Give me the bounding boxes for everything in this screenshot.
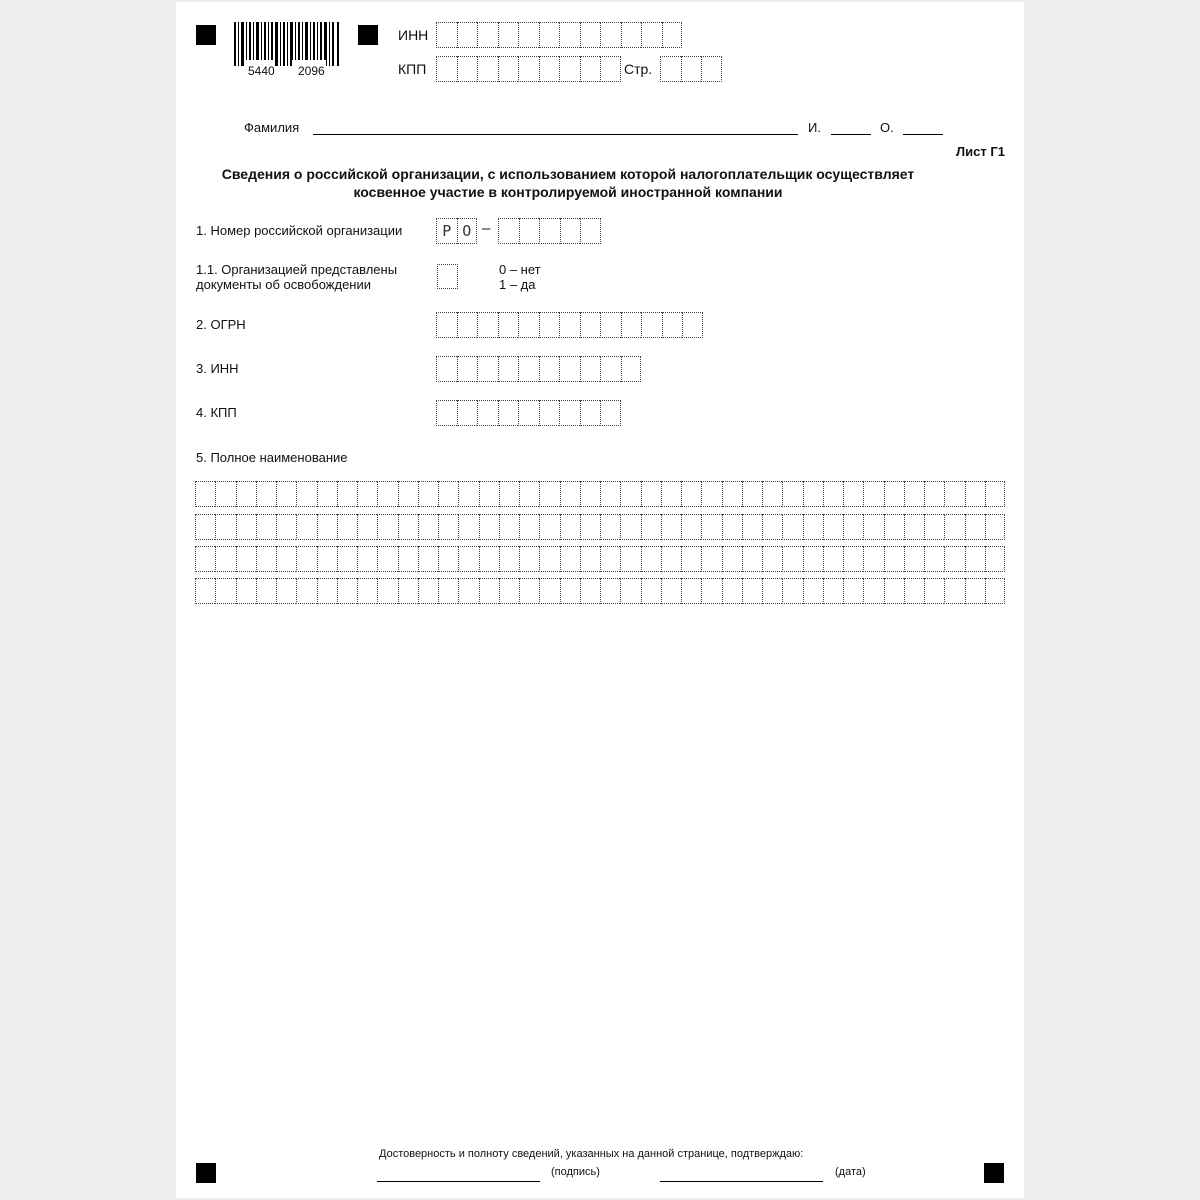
full-name-cell[interactable] — [296, 481, 316, 507]
barcode-number-right: 2096 — [298, 64, 325, 78]
org-number-prefix-grid — [436, 218, 477, 244]
full-name-cell[interactable] — [317, 481, 337, 507]
full-name-cell[interactable] — [560, 514, 580, 540]
full-name-cell[interactable] — [398, 578, 418, 604]
docs-label-line-2: документы об освобождении — [196, 277, 372, 292]
full-name-cell[interactable] — [499, 514, 519, 540]
full-name-cell[interactable] — [377, 514, 397, 540]
full-name-cell[interactable] — [479, 546, 499, 572]
full-name-cell[interactable] — [438, 546, 458, 572]
full-name-cell[interactable] — [499, 578, 519, 604]
full-name-cell[interactable] — [337, 481, 357, 507]
full-name-cell[interactable] — [904, 481, 924, 507]
full-name-row[interactable] — [195, 481, 1005, 507]
full-name-cell[interactable] — [863, 481, 883, 507]
full-name-cell[interactable] — [924, 514, 944, 540]
org-number-label: 1. Номер российской организации — [196, 223, 403, 238]
full-name-row[interactable] — [195, 578, 1005, 604]
surname-field[interactable] — [313, 134, 798, 135]
barcode-image — [232, 22, 342, 66]
full-name-cell[interactable] — [195, 514, 215, 540]
full-name-cell[interactable] — [863, 514, 883, 540]
full-name-cell[interactable] — [377, 578, 397, 604]
ogrn-label: 2. ОГРН — [196, 317, 246, 332]
full-name-cell[interactable] — [539, 481, 559, 507]
kpp-grid[interactable] — [436, 400, 621, 426]
full-name-cell[interactable] — [357, 514, 377, 540]
full-name-cell[interactable] — [479, 514, 499, 540]
full-name-cell[interactable] — [438, 481, 458, 507]
full-name-cell[interactable] — [823, 578, 843, 604]
org-number-prefix-char: O — [457, 218, 478, 244]
full-name-cell[interactable] — [236, 546, 256, 572]
full-name-cell[interactable] — [823, 481, 843, 507]
full-name-cell[interactable] — [924, 546, 944, 572]
full-name-cell[interactable] — [782, 546, 802, 572]
full-name-cell[interactable] — [317, 546, 337, 572]
full-name-cell[interactable] — [398, 546, 418, 572]
full-name-cell[interactable] — [458, 546, 478, 572]
full-name-cell[interactable] — [641, 514, 661, 540]
full-name-cell[interactable] — [458, 481, 478, 507]
full-name-row[interactable] — [195, 514, 1005, 540]
full-name-cell[interactable] — [843, 578, 863, 604]
full-name-cell[interactable] — [965, 546, 985, 572]
full-name-cell[interactable] — [742, 514, 762, 540]
full-name-cell[interactable] — [317, 578, 337, 604]
full-name-cell[interactable] — [296, 514, 316, 540]
full-name-cell[interactable] — [600, 578, 620, 604]
header-page-label: Стр. — [624, 61, 653, 77]
org-number-grid[interactable] — [498, 218, 601, 244]
full-name-cell[interactable] — [580, 578, 600, 604]
confirm-text: Достоверность и полноту сведений, указанных на данной странице, подтверждаю: — [379, 1148, 804, 1160]
full-name-cell[interactable] — [317, 514, 337, 540]
full-name-cell[interactable] — [701, 578, 721, 604]
full-name-cell[interactable] — [803, 481, 823, 507]
registration-marker-bottom-left — [196, 1163, 216, 1183]
org-number-prefix-char: P — [436, 218, 457, 244]
barcode-number-left: 5440 — [248, 64, 275, 78]
initial-o-label: О. — [880, 120, 894, 135]
full-name-cell[interactable] — [701, 481, 721, 507]
full-name-cell[interactable] — [985, 481, 1005, 507]
full-name-cell[interactable] — [195, 481, 215, 507]
header-kpp-label: КПП — [398, 61, 427, 77]
full-name-cell[interactable] — [944, 578, 964, 604]
full-name-cell[interactable] — [215, 578, 235, 604]
full-name-cell[interactable] — [580, 546, 600, 572]
full-name-cell[interactable] — [884, 578, 904, 604]
form-title — [176, 165, 1024, 201]
header-page-grid[interactable] — [660, 56, 722, 82]
full-name-cell[interactable] — [782, 578, 802, 604]
full-name-cell[interactable] — [661, 578, 681, 604]
full-name-cell[interactable] — [701, 546, 721, 572]
full-name-cell[interactable] — [742, 481, 762, 507]
full-name-cell[interactable] — [904, 546, 924, 572]
full-name-cell[interactable] — [519, 514, 539, 540]
full-name-cell[interactable] — [944, 481, 964, 507]
full-name-cell[interactable] — [965, 578, 985, 604]
full-name-label: 5. Полное наименование — [196, 450, 348, 465]
full-name-cell[interactable] — [357, 481, 377, 507]
org-number-dash: – — [482, 220, 491, 237]
full-name-cell[interactable] — [337, 514, 357, 540]
full-name-cell[interactable] — [641, 578, 661, 604]
full-name-cell[interactable] — [296, 546, 316, 572]
full-name-cell[interactable] — [681, 514, 701, 540]
full-name-cell[interactable] — [195, 578, 215, 604]
form-title-line-1: Сведения о российской организации, с использованием которой налогоплательщик осуществляет — [221, 166, 915, 182]
surname-label: Фамилия — [244, 120, 300, 135]
full-name-cell[interactable] — [782, 481, 802, 507]
full-name-cell[interactable] — [681, 546, 701, 572]
date-label: (дата) — [835, 1166, 866, 1178]
full-name-cell[interactable] — [276, 481, 296, 507]
full-name-cell[interactable] — [600, 546, 620, 572]
full-name-cell[interactable] — [377, 481, 397, 507]
full-name-cell[interactable] — [236, 578, 256, 604]
full-name-cell[interactable] — [661, 546, 681, 572]
full-name-cell[interactable] — [438, 514, 458, 540]
full-name-cell[interactable] — [519, 578, 539, 604]
header-inn-grid[interactable] — [436, 22, 682, 48]
full-name-cell[interactable] — [256, 514, 276, 540]
full-name-cell[interactable] — [398, 514, 418, 540]
full-name-cell[interactable] — [357, 578, 377, 604]
full-name-cell[interactable] — [377, 546, 397, 572]
full-name-cell[interactable] — [863, 578, 883, 604]
full-name-cell[interactable] — [762, 578, 782, 604]
full-name-cell[interactable] — [985, 578, 1005, 604]
sheet-label: Лист Г1 — [956, 144, 1005, 159]
full-name-cell[interactable] — [843, 546, 863, 572]
inn-grid[interactable] — [436, 356, 641, 382]
full-name-cell[interactable] — [985, 514, 1005, 540]
full-name-cell[interactable] — [418, 514, 438, 540]
full-name-cell[interactable] — [236, 481, 256, 507]
full-name-cell[interactable] — [236, 514, 256, 540]
date-line[interactable] — [660, 1181, 823, 1182]
full-name-cell[interactable] — [803, 514, 823, 540]
full-name-cell[interactable] — [276, 514, 296, 540]
full-name-cell[interactable] — [620, 578, 640, 604]
signature-line[interactable] — [377, 1181, 540, 1182]
full-name-cell[interactable] — [438, 578, 458, 604]
full-name-cell[interactable] — [195, 546, 215, 572]
full-name-cell[interactable] — [965, 481, 985, 507]
initial-i-label: И. — [808, 120, 821, 135]
full-name-cell[interactable] — [985, 546, 1005, 572]
full-name-cell[interactable] — [762, 481, 782, 507]
full-name-cell[interactable] — [944, 514, 964, 540]
full-name-cell[interactable] — [337, 578, 357, 604]
full-name-cell[interactable] — [904, 578, 924, 604]
registration-marker-top-right — [358, 25, 378, 45]
docs-label-line-1: 1.1. Организацией представлены — [196, 262, 398, 277]
full-name-cell[interactable] — [215, 546, 235, 572]
full-name-cell[interactable] — [337, 546, 357, 572]
full-name-cell[interactable] — [215, 514, 235, 540]
full-name-cell[interactable] — [499, 546, 519, 572]
initial-o-field[interactable] — [903, 134, 943, 135]
full-name-cell[interactable] — [215, 481, 235, 507]
full-name-cell[interactable] — [357, 546, 377, 572]
full-name-cell[interactable] — [256, 546, 276, 572]
full-name-cell[interactable] — [722, 481, 742, 507]
full-name-cell[interactable] — [884, 546, 904, 572]
full-name-cell[interactable] — [701, 514, 721, 540]
full-name-cell[interactable] — [519, 481, 539, 507]
full-name-cell[interactable] — [944, 546, 964, 572]
full-name-cell[interactable] — [843, 481, 863, 507]
full-name-cell[interactable] — [823, 546, 843, 572]
full-name-cell[interactable] — [276, 578, 296, 604]
full-name-cell[interactable] — [843, 514, 863, 540]
full-name-cell[interactable] — [884, 481, 904, 507]
full-name-cell[interactable] — [965, 514, 985, 540]
full-name-cell[interactable] — [803, 578, 823, 604]
full-name-cell[interactable] — [620, 514, 640, 540]
initial-i-field[interactable] — [831, 134, 871, 135]
full-name-cell[interactable] — [620, 481, 640, 507]
full-name-cell[interactable] — [742, 546, 762, 572]
full-name-cell[interactable] — [884, 514, 904, 540]
header-kpp-grid[interactable] — [436, 56, 621, 82]
kpp-label: 4. КПП — [196, 405, 237, 420]
full-name-cell[interactable] — [296, 578, 316, 604]
full-name-cell[interactable] — [276, 546, 296, 572]
full-name-cell[interactable] — [681, 481, 701, 507]
full-name-cell[interactable] — [418, 481, 438, 507]
full-name-cell[interactable] — [479, 481, 499, 507]
docs-flag-cell[interactable] — [437, 264, 458, 289]
full-name-cell[interactable] — [661, 514, 681, 540]
full-name-cell[interactable] — [681, 578, 701, 604]
full-name-cell[interactable] — [620, 546, 640, 572]
full-name-cell[interactable] — [560, 578, 580, 604]
full-name-cell[interactable] — [499, 481, 519, 507]
full-name-cell[interactable] — [600, 514, 620, 540]
full-name-cell[interactable] — [722, 578, 742, 604]
full-name-cell[interactable] — [580, 514, 600, 540]
full-name-cell[interactable] — [803, 546, 823, 572]
full-name-cell[interactable] — [256, 578, 276, 604]
full-name-cell[interactable] — [560, 481, 580, 507]
full-name-cell[interactable] — [418, 578, 438, 604]
form-title-line-2: косвенное участие в контролируемой иностранной компании — [353, 184, 783, 200]
full-name-cell[interactable] — [661, 481, 681, 507]
full-name-cell[interactable] — [580, 481, 600, 507]
docs-option-0: 0 – нет — [499, 262, 541, 277]
full-name-cell[interactable] — [539, 578, 559, 604]
full-name-cell[interactable] — [742, 578, 762, 604]
inn-label: 3. ИНН — [196, 361, 239, 376]
full-name-cell[interactable] — [722, 514, 742, 540]
full-name-cell[interactable] — [398, 481, 418, 507]
full-name-cell[interactable] — [539, 546, 559, 572]
full-name-cell[interactable] — [458, 514, 478, 540]
full-name-cell[interactable] — [762, 514, 782, 540]
full-name-cell[interactable] — [641, 481, 661, 507]
full-name-cell[interactable] — [256, 481, 276, 507]
registration-marker-top-left — [196, 25, 216, 45]
header-inn-label: ИНН — [398, 27, 429, 43]
full-name-cell[interactable] — [560, 546, 580, 572]
full-name-cell[interactable] — [722, 546, 742, 572]
full-name-cell[interactable] — [782, 514, 802, 540]
full-name-cell[interactable] — [823, 514, 843, 540]
docs-option-1: 1 – да — [499, 277, 536, 292]
signature-label: (подпись) — [551, 1166, 600, 1178]
full-name-cell[interactable] — [519, 546, 539, 572]
full-name-cell[interactable] — [641, 546, 661, 572]
full-name-row[interactable] — [195, 546, 1005, 572]
full-name-cell[interactable] — [479, 578, 499, 604]
full-name-cell[interactable] — [762, 546, 782, 572]
full-name-cell[interactable] — [924, 481, 944, 507]
full-name-cell[interactable] — [418, 546, 438, 572]
ogrn-grid[interactable] — [436, 312, 703, 338]
registration-marker-bottom-right — [984, 1163, 1004, 1183]
full-name-cell[interactable] — [924, 578, 944, 604]
full-name-cell[interactable] — [458, 578, 478, 604]
full-name-cell[interactable] — [863, 546, 883, 572]
full-name-cell[interactable] — [904, 514, 924, 540]
full-name-cell[interactable] — [600, 481, 620, 507]
full-name-cell[interactable] — [539, 514, 559, 540]
